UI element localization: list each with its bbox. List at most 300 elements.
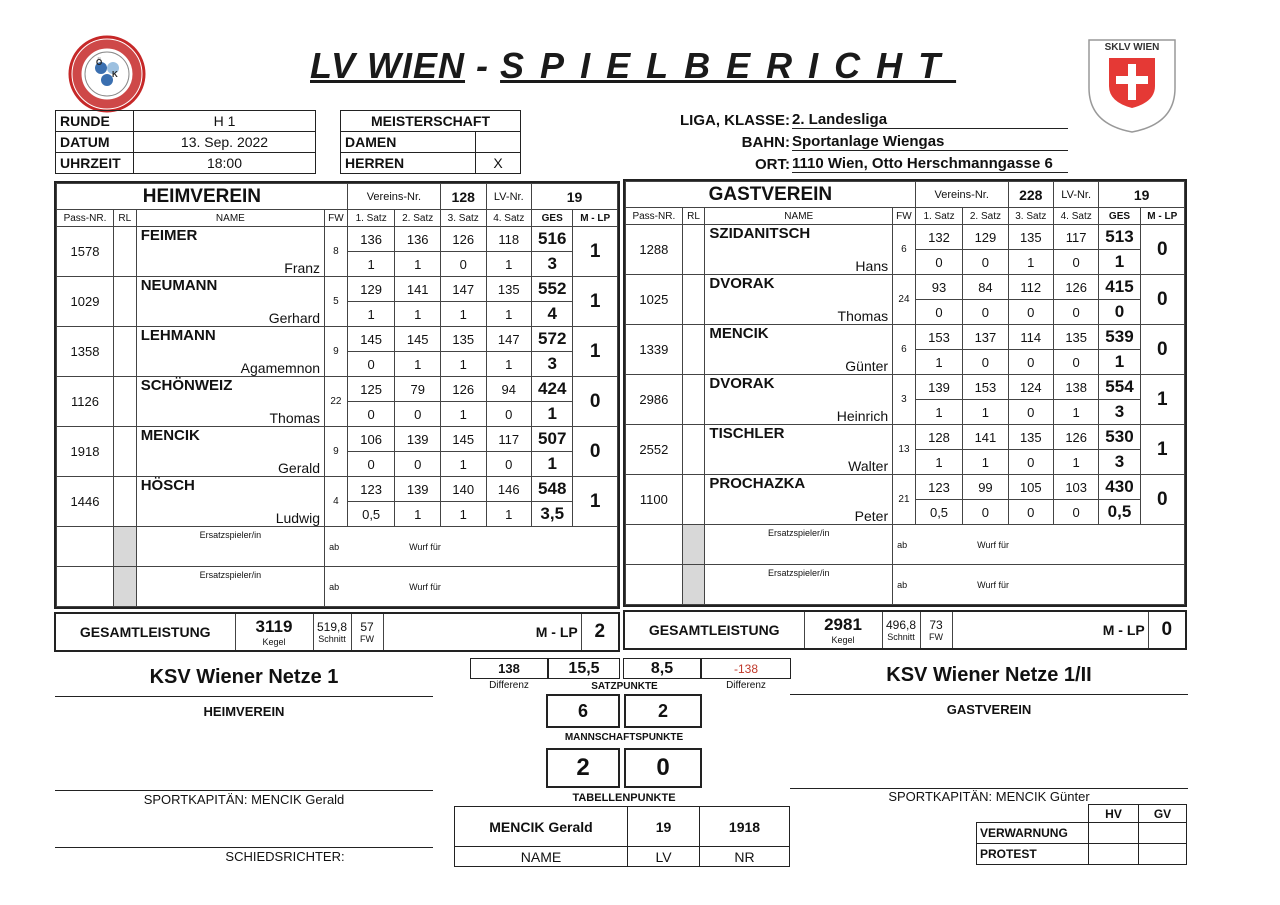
player-set4: 117 (1053, 225, 1098, 250)
player-set2: 141 (395, 277, 441, 302)
player-sp1: 1 (347, 252, 395, 277)
home-captain-line (55, 790, 433, 791)
player-fw: 24 (893, 275, 916, 325)
player-ges: 415 (1099, 275, 1140, 300)
player-sp4: 0 (486, 452, 532, 477)
player-sp2: 0 (963, 500, 1008, 525)
player-sp1: 0 (915, 250, 962, 275)
protest-hv (1089, 844, 1139, 865)
player-set2: 84 (963, 275, 1008, 300)
referee-lv: 19 (628, 807, 700, 847)
col-fw: FW (325, 210, 348, 227)
player-pass: 1029 (57, 277, 114, 327)
oeskb-logo (68, 35, 146, 113)
substitute-wurf-label: Wurf für (409, 541, 441, 552)
player-sp1: 0,5 (347, 502, 395, 527)
player-ges: 552 (532, 277, 573, 302)
player-row-top (57, 427, 618, 452)
col-pass: Pass-NR. (57, 210, 114, 227)
substitute-ab-label: ab (329, 581, 340, 592)
gesamt-mlp-label: M - LP (1100, 611, 1148, 649)
substitute-label: Ersatzspieler/in (705, 565, 893, 605)
player-row-top (626, 325, 1185, 350)
player-rl (682, 425, 705, 475)
player-row-top (57, 477, 618, 502)
player-sp3: 0 (1008, 500, 1053, 525)
player-pass: 1288 (626, 225, 683, 275)
player-row-top (57, 377, 618, 402)
player-pass: 2986 (626, 375, 683, 425)
player-fw: 13 (893, 425, 916, 475)
vereins-nr-label: Vereins-Nr. (347, 184, 440, 210)
player-rl (682, 325, 705, 375)
gesamt-label: GESAMTLEISTUNG (624, 611, 804, 649)
player-sp2: 1 (395, 252, 441, 277)
player-sp4: 1 (486, 352, 532, 377)
player-sp4: 1 (1053, 400, 1098, 425)
player-lastname: HÖSCH (136, 477, 324, 502)
home-differenz-label: Differenz (489, 680, 529, 691)
player-set1: 139 (915, 375, 962, 400)
team-title: HEIMVEREIN (57, 184, 348, 210)
home-team-panel (54, 181, 620, 609)
player-firstname: Agamemnon (136, 352, 324, 377)
substitute-row (57, 527, 618, 567)
player-firstname: Thomas (136, 402, 324, 427)
player-sp1: 0 (347, 452, 395, 477)
player-fw: 9 (325, 427, 348, 477)
col-s4: 4. Satz (486, 210, 532, 227)
lv-nr-label: LV-Nr. (1053, 182, 1098, 208)
player-mlp: 1 (1140, 425, 1184, 475)
gesamt-mlp: 2 (581, 613, 619, 651)
svg-text:Ö: Ö (96, 58, 103, 67)
player-sp1: 0 (347, 352, 395, 377)
player-row-top (57, 277, 618, 302)
gesamt-fw: 57 (360, 620, 374, 634)
player-sp1: 1 (915, 350, 962, 375)
player-lastname: SZIDANITSCH (705, 225, 893, 250)
referee-lv-label: LV (628, 847, 700, 867)
player-pass: 1100 (626, 475, 683, 525)
player-lastname: SCHÖNWEIZ (136, 377, 324, 402)
protest-label: PROTEST (977, 844, 1089, 865)
substitute-label: Ersatzspieler/in (136, 567, 324, 607)
meisterschaft-label: MEISTERSCHAFT (341, 111, 521, 132)
player-sp3: 1 (440, 452, 486, 477)
player-set1: 123 (347, 477, 395, 502)
player-set2: 99 (963, 475, 1008, 500)
substitute-row (626, 565, 1185, 605)
referee-nr-label: NR (700, 847, 790, 867)
gesamt-kegel-label: Kegel (262, 637, 286, 647)
player-rl (682, 275, 705, 325)
lv-nr-label: LV-Nr. (486, 184, 532, 210)
home-team-name: KSV Wiener Netze 1 (149, 666, 339, 688)
guest-captain: SPORTKAPITÄN: MENCIK Günter (888, 789, 1090, 804)
player-firstname: Hans (705, 250, 893, 275)
player-set3: 145 (440, 427, 486, 452)
player-sp3: 0 (440, 252, 486, 277)
player-mlp: 1 (573, 277, 618, 327)
player-pass: 1126 (57, 377, 114, 427)
damen-value (476, 132, 521, 153)
referee-table (454, 806, 790, 867)
player-sp4: 0 (1053, 350, 1098, 375)
gesamt-schnitt-label: Schnitt (887, 632, 915, 642)
player-sp3: 1 (440, 502, 486, 527)
gesamt-schnitt-label: Schnitt (318, 634, 346, 644)
gesamt-schnitt: 496,8 (885, 618, 917, 632)
player-firstname: Franz (136, 252, 324, 277)
player-sp2: 0 (963, 350, 1008, 375)
player-set4: 126 (1053, 275, 1098, 300)
player-set3: 135 (440, 327, 486, 352)
home-team-line (55, 696, 433, 697)
guest-total-bar (623, 610, 1187, 650)
player-sp2: 0 (963, 250, 1008, 275)
player-ges: 530 (1099, 425, 1140, 450)
player-fw: 3 (893, 375, 916, 425)
guest-team-panel (623, 179, 1187, 607)
player-sp1: 1 (915, 450, 962, 475)
col-rl: RL (682, 208, 705, 225)
player-sp4: 1 (486, 502, 532, 527)
player-row-top (626, 275, 1185, 300)
player-sp1: 0 (915, 300, 962, 325)
col-fw: FW (893, 208, 916, 225)
player-set4: 146 (486, 477, 532, 502)
home-mannschaftspunkte: 6 (546, 694, 620, 728)
player-rl (113, 277, 136, 327)
player-ges: 554 (1099, 375, 1140, 400)
player-pass: 1339 (626, 325, 683, 375)
player-set3: 126 (440, 227, 486, 252)
col-s2: 2. Satz (395, 210, 441, 227)
home-total-bar (54, 612, 620, 652)
player-sp4: 1 (486, 302, 532, 327)
player-sp1: 1 (915, 400, 962, 425)
col-s4: 4. Satz (1053, 208, 1098, 225)
player-lastname: MENCIK (705, 325, 893, 350)
player-sp3: 1 (440, 402, 486, 427)
player-sp-total: 3 (532, 252, 573, 277)
gesamt-mlp-label: M - LP (533, 613, 581, 651)
col-ges: GES (532, 210, 573, 227)
runde-label: RUNDE (56, 111, 134, 132)
col-name: NAME (705, 208, 893, 225)
player-row-top (626, 475, 1185, 500)
substitute-rl (682, 565, 705, 605)
guest-team-line (790, 694, 1188, 695)
player-sp4: 0 (1053, 250, 1098, 275)
player-firstname: Peter (705, 500, 893, 525)
svg-text:SKLV WIEN: SKLV WIEN (1104, 42, 1160, 53)
col-ges: GES (1099, 208, 1140, 225)
player-sp2: 1 (963, 400, 1008, 425)
player-lastname: DVORAK (705, 375, 893, 400)
substitute-row (626, 525, 1185, 565)
player-set1: 132 (915, 225, 962, 250)
player-mlp: 1 (573, 227, 618, 277)
player-mlp: 1 (573, 327, 618, 377)
player-sp1: 1 (347, 302, 395, 327)
player-rl (113, 377, 136, 427)
player-set3: 114 (1008, 325, 1053, 350)
player-firstname: Ludwig (136, 502, 324, 527)
player-sp-total: 4 (532, 302, 573, 327)
mannschaftspunkte-label: MANNSCHAFTSPUNKTE (564, 732, 684, 743)
tabellenpunkte-label: TABELLENPUNKTE (572, 792, 676, 804)
gesamt-kegel: 2981 (824, 615, 862, 634)
player-set1: 145 (347, 327, 395, 352)
venue-info (640, 110, 1080, 176)
player-sp1: 0,5 (915, 500, 962, 525)
player-pass: 1358 (57, 327, 114, 377)
col-s1: 1. Satz (347, 210, 395, 227)
player-sp3: 1 (1008, 250, 1053, 275)
player-fw: 6 (893, 225, 916, 275)
player-firstname: Günter (705, 350, 893, 375)
player-set3: 147 (440, 277, 486, 302)
player-row-top (626, 375, 1185, 400)
player-pass: 1025 (626, 275, 683, 325)
player-pass: 1446 (57, 477, 114, 527)
satzpunkte-label: SATZPUNKTE (591, 681, 658, 692)
uhrzeit-value: 18:00 (134, 153, 316, 174)
player-rl (682, 375, 705, 425)
player-sp4: 1 (1053, 450, 1098, 475)
col-mlp: M - LP (573, 210, 618, 227)
player-set1: 136 (347, 227, 395, 252)
substitute-row (57, 567, 618, 607)
gesamt-mlp: 0 (1148, 611, 1186, 649)
match-info-table (55, 110, 316, 174)
player-ges: 572 (532, 327, 573, 352)
player-sp3: 0 (1008, 450, 1053, 475)
col-s1: 1. Satz (915, 208, 962, 225)
home-tabellenpunkte: 2 (546, 748, 620, 788)
player-rl (113, 227, 136, 277)
substitute-ab-label: ab (897, 539, 908, 550)
player-fw: 22 (325, 377, 348, 427)
substitute-pass (626, 525, 683, 565)
player-set2: 137 (963, 325, 1008, 350)
player-sp1: 0 (347, 402, 395, 427)
player-set2: 153 (963, 375, 1008, 400)
player-sp2: 1 (395, 302, 441, 327)
warning-protest-table (976, 804, 1187, 865)
verwarnung-label: VERWARNUNG (977, 823, 1089, 844)
player-sp-total: 1 (1099, 250, 1140, 275)
player-fw: 6 (893, 325, 916, 375)
herren-value: X (476, 153, 521, 174)
player-set4: 138 (1053, 375, 1098, 400)
liga-label: LIGA, KLASSE: (679, 112, 790, 129)
guest-satzpunkte: 8,5 (623, 658, 701, 679)
col-s3: 3. Satz (440, 210, 486, 227)
player-fw: 4 (325, 477, 348, 527)
player-set3: 140 (440, 477, 486, 502)
page-title: LV WIEN - SPIELBERICHT (310, 45, 957, 86)
player-mlp: 0 (1140, 225, 1184, 275)
player-row-top (57, 227, 618, 252)
player-pass: 1578 (57, 227, 114, 277)
player-pass: 1918 (57, 427, 114, 477)
col-s2: 2. Satz (963, 208, 1008, 225)
guest-team-label: GASTVEREIN (946, 702, 1032, 717)
guest-differenz: -138 (701, 658, 791, 679)
player-rl (682, 475, 705, 525)
player-firstname: Heinrich (705, 400, 893, 425)
player-set4: 135 (1053, 325, 1098, 350)
col-s3: 3. Satz (1008, 208, 1053, 225)
player-set2: 139 (395, 427, 441, 452)
player-sp2: 0 (963, 300, 1008, 325)
herren-label: HERREN (341, 153, 476, 174)
substitute-pass (626, 565, 683, 605)
guest-tabellenpunkte: 0 (624, 748, 702, 788)
liga-value: 2. Landesliga (792, 111, 1068, 129)
player-mlp: 0 (573, 377, 618, 427)
player-sp4: 0 (486, 402, 532, 427)
vereins-nr-label: Vereins-Nr. (915, 182, 1008, 208)
player-rl (682, 225, 705, 275)
verwarnung-hv (1089, 823, 1139, 844)
player-set2: 141 (963, 425, 1008, 450)
lv-nr: 19 (1099, 182, 1185, 208)
player-lastname: TISCHLER (705, 425, 893, 450)
guest-team-name: KSV Wiener Netze 1/II (886, 664, 1092, 686)
player-sp2: 1 (395, 502, 441, 527)
player-set2: 136 (395, 227, 441, 252)
player-lastname: LEHMANN (136, 327, 324, 352)
player-mlp: 0 (573, 427, 618, 477)
player-sp-total: 1 (532, 402, 573, 427)
player-sp4: 1 (486, 252, 532, 277)
home-captain: SPORTKAPITÄN: MENCIK Gerald (143, 792, 345, 807)
player-set4: 147 (486, 327, 532, 352)
player-mlp: 1 (573, 477, 618, 527)
player-firstname: Gerhard (136, 302, 324, 327)
team-title: GASTVEREIN (626, 182, 916, 208)
player-ges: 539 (1099, 325, 1140, 350)
player-rl (113, 477, 136, 527)
col-rl: RL (113, 210, 136, 227)
player-set4: 103 (1053, 475, 1098, 500)
guest-mannschaftspunkte: 2 (624, 694, 702, 728)
player-mlp: 0 (1140, 275, 1184, 325)
damen-label: DAMEN (341, 132, 476, 153)
player-fw: 5 (325, 277, 348, 327)
player-set2: 129 (963, 225, 1008, 250)
home-differenz: 138 (470, 658, 548, 679)
player-set3: 135 (1008, 225, 1053, 250)
player-lastname: NEUMANN (136, 277, 324, 302)
ort-label: ORT: (755, 156, 790, 173)
player-set2: 145 (395, 327, 441, 352)
player-sp-total: 3 (1099, 450, 1140, 475)
player-sp-total: 1 (1099, 350, 1140, 375)
player-mlp: 0 (1140, 325, 1184, 375)
gesamt-schnitt: 519,8 (316, 620, 348, 634)
hv-label: HV (1089, 805, 1139, 823)
player-sp-total: 0,5 (1099, 500, 1140, 525)
player-sp3: 0 (1008, 350, 1053, 375)
player-sp4: 0 (1053, 300, 1098, 325)
bahn-value: Sportanlage Wiengas (792, 133, 1068, 151)
player-set4: 126 (1053, 425, 1098, 450)
player-lastname: DVORAK (705, 275, 893, 300)
player-rl (113, 327, 136, 377)
player-sp3: 0 (1008, 300, 1053, 325)
player-row-top (626, 425, 1185, 450)
player-lastname: MENCIK (136, 427, 324, 452)
player-ges: 507 (532, 427, 573, 452)
substitute-ab-label: ab (329, 541, 340, 552)
runde-value: H 1 (134, 111, 316, 132)
verwarnung-gv (1139, 823, 1187, 844)
player-set3: 105 (1008, 475, 1053, 500)
meisterschaft-table (340, 110, 521, 174)
player-set4: 94 (486, 377, 532, 402)
player-set1: 128 (915, 425, 962, 450)
gv-label: GV (1139, 805, 1187, 823)
referee-nr: 1918 (700, 807, 790, 847)
substitute-pass (57, 567, 114, 607)
player-set4: 117 (486, 427, 532, 452)
player-fw: 9 (325, 327, 348, 377)
player-set4: 135 (486, 277, 532, 302)
gesamt-fw: 73 (929, 618, 943, 632)
player-ges: 430 (1099, 475, 1140, 500)
substitute-ab-label: ab (897, 579, 908, 590)
player-sp2: 0 (395, 452, 441, 477)
gesamt-kegel: 3119 (255, 617, 293, 636)
substitute-label: Ersatzspieler/in (136, 527, 324, 567)
player-set3: 124 (1008, 375, 1053, 400)
player-ges: 424 (532, 377, 573, 402)
player-firstname: Thomas (705, 300, 893, 325)
svg-text:K: K (112, 70, 118, 79)
player-sp-total: 0 (1099, 300, 1140, 325)
player-mlp: 0 (1140, 475, 1184, 525)
vereins-nr: 128 (440, 184, 486, 210)
ort-value: 1110 Wien, Otto Herschmanngasse 6 (792, 155, 1068, 173)
gesamt-kegel-label: Kegel (831, 635, 855, 645)
referee-name-label: NAME (455, 847, 628, 867)
player-set3: 112 (1008, 275, 1053, 300)
player-sp2: 1 (963, 450, 1008, 475)
player-firstname: Gerald (136, 452, 324, 477)
player-lastname: FEIMER (136, 227, 324, 252)
gesamt-fw-label: FW (929, 632, 943, 642)
sklv-wien-logo (1083, 36, 1181, 134)
player-firstname: Walter (705, 450, 893, 475)
player-pass: 2552 (626, 425, 683, 475)
col-pass: Pass-NR. (626, 208, 683, 225)
referee-name: MENCIK Gerald (455, 807, 628, 847)
player-sp-total: 3 (532, 352, 573, 377)
player-ges: 548 (532, 477, 573, 502)
player-set3: 135 (1008, 425, 1053, 450)
substitute-wurf-label: Wurf für (977, 579, 1009, 590)
player-fw: 8 (325, 227, 348, 277)
substitute-wurf-label: Wurf für (409, 581, 441, 592)
substitute-wurf-label: Wurf für (977, 539, 1009, 550)
guest-differenz-label: Differenz (726, 680, 766, 691)
player-ges: 516 (532, 227, 573, 252)
